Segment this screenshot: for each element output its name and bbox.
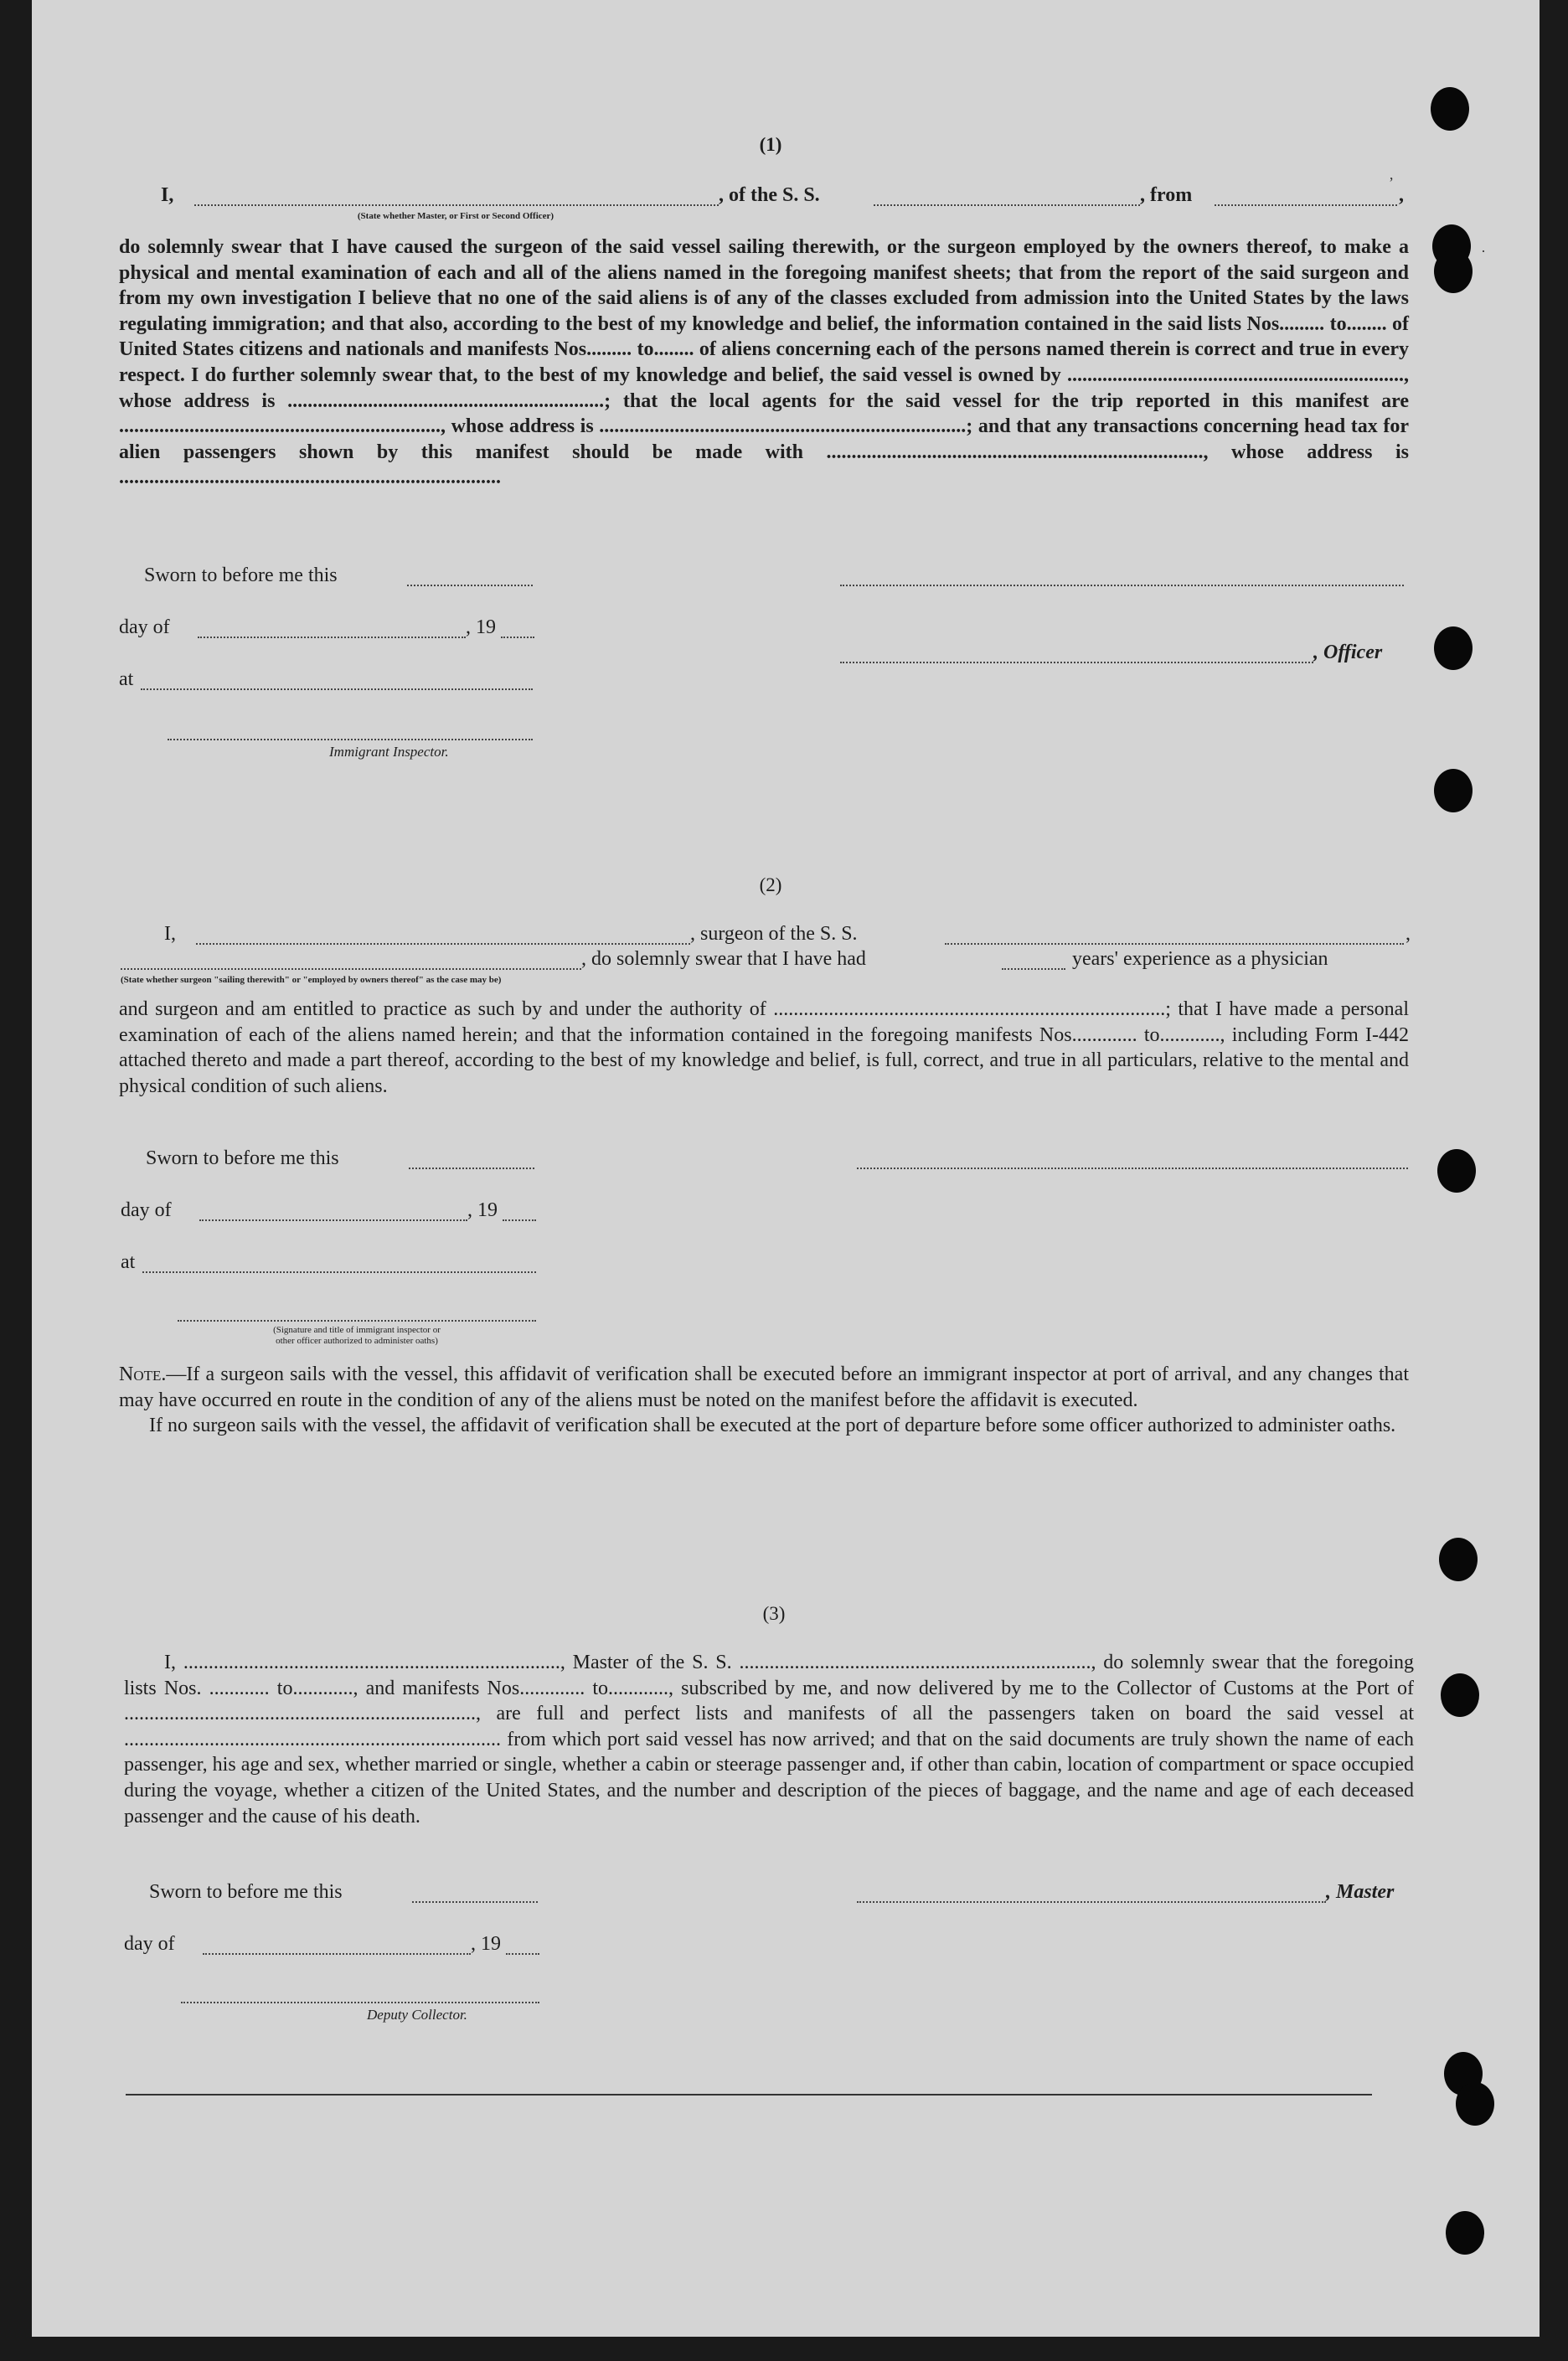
binder-hole (1437, 1149, 1476, 1193)
s1-ship-name-field[interactable] (874, 204, 1140, 206)
s1-i-label: I, (161, 184, 174, 206)
s1-from-port-field[interactable] (1215, 204, 1397, 206)
s2-signature-caption: (Signature and title of immigrant inspector or other officer authorized to administer oaths) (273, 1325, 441, 1346)
s2-i-label: I, (164, 923, 176, 945)
binder-hole (1456, 2082, 1494, 2126)
s2-note (119, 1362, 1409, 1439)
s1-officer-signature-field[interactable] (840, 585, 1404, 586)
s2-affidavit-text: and surgeon and am entitled to practice as such by and under the authority of ..............................................................................; that I have made a personal examination of each of the aliens named herein; and that the information contained in the foregoing manifests Nos............. to............, including Form I-442 attached thereto and made a part thereof, according to the best of my knowledge and belief, is full, correct, and true in all particulars, relative to the mental and physical condition of such aliens. (119, 998, 1409, 1097)
s2-year-field[interactable] (503, 1219, 536, 1221)
s3-master-signature-field[interactable] (857, 1901, 1326, 1903)
s2-sworn-label: Sworn to before me this (146, 1147, 339, 1169)
s3-affidavit-text: I, ..........................................................................., Master of the S. S. ......................................................................, do solemnly swear that the foregoing lists Nos. ............ to............, and manifests Nos............. to............, subscribed by me, and now delivered by me to the Collector of Customs at the Port of ......................................................................, are full and perfect lists and manifests of all the passengers taken on board the said vessel at ........................................................................... from which port said vessel has now arrived; and that on the said documents are truly shown the name of each passenger, his age and sex, whether married or single, whether a cabin or steerage passenger and, if other than cabin, location of compartment or space occupied during the voyage, whether a citizen of the United States, and the number and description of the pieces of baggage, and the name and age of each deceased passenger and the cause of his death. (124, 1652, 1414, 1827)
s3-year-field[interactable] (506, 1953, 539, 1955)
section-1-number: (1) (759, 134, 782, 155)
s2-note-label: Note. (119, 1364, 167, 1385)
s1-line-comma: , (1399, 184, 1404, 206)
s2-at-place-field[interactable] (142, 1271, 536, 1273)
s3-year-label: , 19 (471, 1933, 501, 1955)
s2-year-label: , 19 (467, 1199, 498, 1221)
bleed-through-watermark (182, 115, 770, 188)
binder-hole (1439, 1538, 1478, 1581)
s1-ss-label: , of the S. S. (719, 184, 820, 206)
s1-year-label: , 19 (466, 616, 496, 638)
s1-rank-caption: (State whether Master, or First or Second Officer) (357, 211, 554, 221)
s2-status-caption: (State whether surgeon "sailing therewith" or "employed by owners thereof" as the case may be) (121, 975, 502, 985)
binder-hole (1446, 2211, 1484, 2255)
s1-officer-label: , Officer (1313, 642, 1383, 663)
s3-collector-caption: Deputy Collector. (367, 2007, 467, 2023)
s2-line-comma: , (1406, 923, 1411, 945)
s2-note-text: —If a surgeon sails with the vessel, this affidavit of verification shall be executed before an immigrant inspector at port of arrival, and any changes that may have occurred en route in the condition of any of the aliens must be noted on the manifest before the affidavit is executed. (119, 1364, 1409, 1411)
form-page (32, 0, 1540, 2337)
s2-surgeon-status-field[interactable] (121, 968, 581, 970)
s1-sworn-label: Sworn to before me this (144, 564, 338, 586)
binder-hole (1431, 87, 1469, 131)
s2-surgeon-signature-field[interactable] (857, 1168, 1408, 1169)
s1-sworn-date-field[interactable] (407, 585, 533, 586)
s1-inspector-signature-field[interactable] (168, 739, 533, 740)
binder-hole (1434, 626, 1473, 670)
s2-at-label: at (121, 1251, 136, 1273)
s2-years-label: years' experience as a physician (1072, 948, 1328, 970)
s1-year-field[interactable] (501, 637, 534, 638)
section-3-number: (3) (762, 1603, 786, 1624)
s1-officer-rank-field[interactable] (194, 204, 719, 206)
s1-at-place-field[interactable] (141, 688, 533, 690)
s1-from-label: , from (1140, 184, 1193, 206)
binder-hole (1434, 769, 1473, 812)
s2-surgeon-label: , surgeon of the S. S. (690, 923, 858, 945)
s2-day-of-label: day of (121, 1199, 172, 1221)
s1-affidavit-text: do solemnly swear that I have caused the surgeon of the said vessel sailing therewith, or the surgeon employed by the owners thereof, to make a physical and mental examination of each and all of the aliens named in the foregoing manifest sheets; that from the report of the said surgeon and from my own investigation I believe that no one of the said aliens is of any of the classes excluded from admission into the United States by the laws regulating immigration; and that also, according to the best of my knowledge and belief, the information contained in the said lists Nos......... to........ of United States citizens and nationals and manifests Nos......... to........ of aliens concerning each of the persons named therein is correct and true in every respect. I do further solemnly swear that, to the best of my knowledge and belief, the said vessel is owned by ..................................................................., whose address is ...............................................................; that the local agents for the said vessel for the trip reported in this manifest are ................................................................, whose address is .........................................................................; and that any transactions concerning head tax for alien passengers shown by this manifest should be made with ..........................................................................., whose address is ............................................................................ (119, 236, 1409, 489)
edge-speck: · (1481, 243, 1486, 260)
s3-collector-signature-field[interactable] (181, 2002, 539, 2003)
section-2-number: (2) (759, 874, 782, 895)
s3-master-label: , Master (1326, 1881, 1395, 1903)
ink-tick-mark: ʼ (1389, 174, 1394, 191)
s1-at-label: at (119, 668, 134, 690)
bottom-rule (126, 2094, 1372, 2096)
binder-hole (1434, 250, 1473, 293)
binder-hole (1441, 1673, 1479, 1717)
s1-inspector-caption: Immigrant Inspector. (329, 744, 449, 760)
s3-month-field[interactable] (203, 1953, 471, 1955)
s3-sworn-label: Sworn to before me this (149, 1881, 343, 1903)
s2-inspector-signature-field[interactable] (178, 1320, 536, 1322)
s2-swear-label: , do solemnly swear that I have had (581, 948, 866, 970)
s2-ship-name-field[interactable] (945, 943, 1404, 945)
s2-years-field[interactable] (1002, 968, 1065, 970)
s3-day-of-label: day of (124, 1933, 175, 1955)
s3-sworn-date-field[interactable] (412, 1901, 538, 1903)
s2-surgeon-name-field[interactable] (196, 943, 690, 945)
s1-officer-title-field[interactable] (840, 662, 1313, 663)
s2-month-field[interactable] (199, 1219, 467, 1221)
s1-day-of-label: day of (119, 616, 170, 638)
s2-note-second: If no surgeon sails with the vessel, the affidavit of verification shall be executed at the port of departure before some officer authorized to administer oaths. (149, 1415, 1396, 1437)
s1-month-field[interactable] (198, 637, 466, 638)
s2-sworn-date-field[interactable] (409, 1168, 534, 1169)
